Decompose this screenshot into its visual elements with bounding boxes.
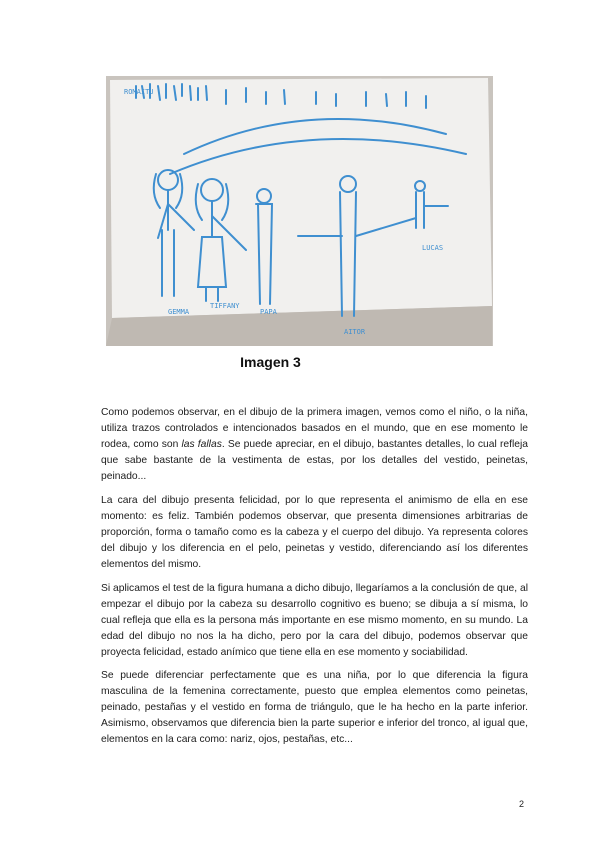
- paragraph-1-after: . Se puede apreciar, en el dibujo, bastantes detalles, lo cual refleja que sabe bastante de la vestimenta de estas, por los detalles del vestido, peinetas, peinado...: [101, 439, 529, 482]
- drawing-illustration: [106, 76, 493, 346]
- paragraph-1: [101, 405, 528, 485]
- paragraph-1-emphasis: las fallas: [181, 439, 222, 450]
- label-name-1: GEMMA: [168, 308, 190, 316]
- paragraph-3: Si aplicamos el test de la figura humana a dicho dibujo, llegaríamos a la conclusión de que, al empezar el dibujo por la cabeza su desarrollo cognitivo es bueno; se dibuja a sí misma, lo cual refleja que ella es la persona más importante en ese mismo momento, en su mundo. La edad del dibujo no nos la ha dicho, pero por la cara del dibujo, podemos observar que proyecta felicidad, estado anímico que tiene ella en ese momento y sociabilidad.: [101, 583, 529, 658]
- paragraph-2: La cara del dibujo presenta felicidad, por lo que representa el animismo de ella en ese momento: es feliz. También podemos observar, que presenta dimensiones arbitrarias de proporción, forma o tamaño como es la cabeza y el cuerpo del dibujo. Ya representa colores del dibujo y los diferencia en el pelo, peinetas y vestido, diferenciando así los diferentes elementos del mismo.: [101, 495, 528, 570]
- figure-caption: Imagen 3: [240, 354, 301, 370]
- label-name-5: LUCAS: [422, 244, 444, 252]
- paragraph-1-before: Como podemos observar, en el dibujo de la primera imagen, vemos como el niño, o la niña, utiliza trazos controlados e intencionados basados en el mundo, que en ese momento le rodea, como son: [101, 407, 528, 450]
- label-header: ROMAITU: [124, 88, 154, 96]
- label-name-3: PAPA: [260, 308, 277, 316]
- label-name-2: TIFFANY: [210, 302, 240, 310]
- page-number: 2: [519, 799, 525, 809]
- paragraph-4: Se puede diferenciar perfectamente que es una niña, por lo que diferencia la figura masculina de la femenina correctamente, puesto que emplea elementos como peinetas, peinado, pestañas y el vestido en forma de triángulo, que le ha hecho en la parte inferior. Asimismo, observamos que diferencia bien la parte superior e inferior del tronco, al igual que, elementos en la cara como: nariz, ojos, pestañas, etc...: [101, 670, 528, 745]
- label-name-4: AITOR: [344, 328, 366, 336]
- child-drawing-photo: [106, 76, 493, 346]
